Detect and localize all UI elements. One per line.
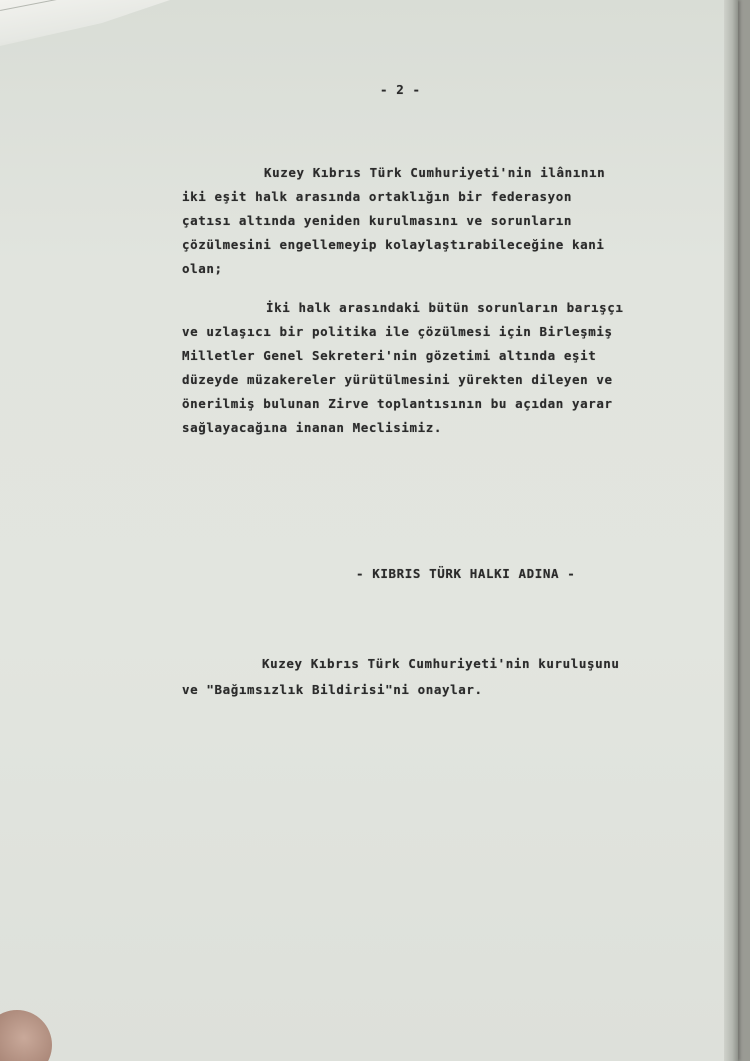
paragraph3-line: ve "Bağımsızlık Bildirisi"ni onaylar. — [182, 682, 483, 697]
paper-edge — [724, 0, 738, 1061]
paragraph2-line: ve uzlaşıcı bir politika ile çözülmesi için Birleşmiş — [182, 324, 613, 339]
folded-corner — [0, 0, 170, 46]
paragraph1-line: Kuzey Kıbrıs Türk Cumhuriyeti'nin ilânının — [264, 165, 606, 180]
paragraph1-line: olan; — [182, 261, 223, 276]
paragraph2-line: Milletler Genel Sekreteri'nin gözetimi altında eşit — [182, 348, 597, 363]
paragraph1-line: çözülmesini engellemeyip kolaylaştırabileceğine kani — [182, 237, 605, 252]
paragraph2-line: düzeyde müzakereler yürütülmesini yürekten dileyen ve — [182, 372, 613, 387]
paragraph2-line: önerilmiş bulunan Zirve toplantısının bu açıdan yarar — [182, 396, 613, 411]
paragraph2-line: İki halk arasındaki bütün sorunların barışçı — [266, 300, 624, 315]
paragraph2-line: sağlayacağına inanan Meclisimiz. — [182, 420, 443, 435]
paragraph1-line: iki eşit halk arasında ortaklığın bir federasyon — [182, 189, 573, 204]
page-number: - 2 - — [380, 82, 421, 97]
section-heading: - KIBRIS TÜRK HALKI ADINA - — [356, 566, 576, 581]
paragraph3-line: Kuzey Kıbrıs Türk Cumhuriyeti'nin kuruluşunu — [262, 656, 620, 671]
paragraph1-line: çatısı altında yeniden kurulmasını ve sorunların — [182, 213, 573, 228]
